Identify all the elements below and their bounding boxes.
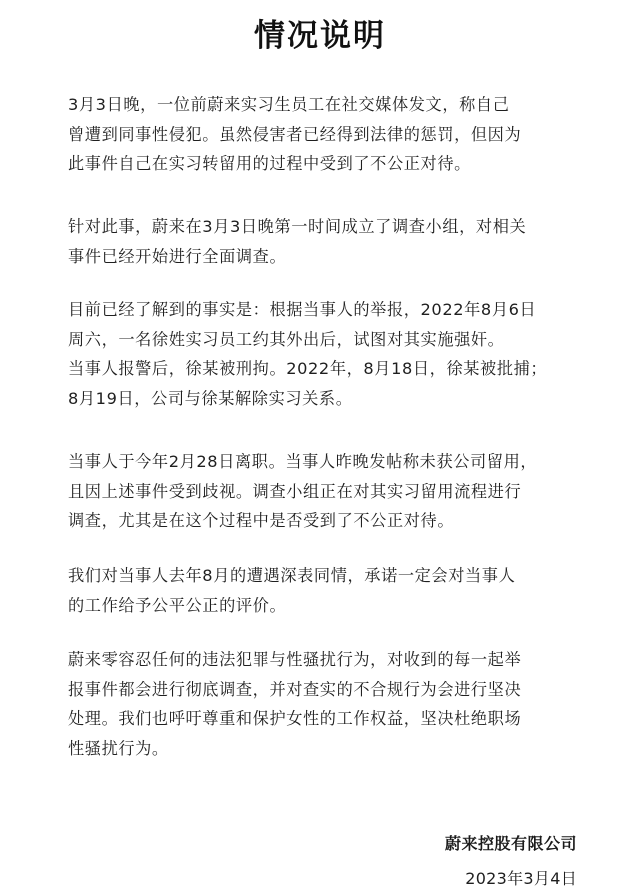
text-line: 我们对当事人去年8月的遭遇深表同情，承诺一定会对当事人 [68, 566, 516, 585]
text-line: 蔚来零容忍任何的违法犯罪与性骚扰行为，对收到的每一起举 [68, 650, 522, 669]
text-line: 且因上述事件受到歧视。调查小组正在对其实习留用流程进行 [68, 481, 522, 501]
paragraph-sympathy [68, 561, 584, 620]
document-date: 2023年3月4日 [465, 869, 577, 888]
company-signature: 蔚来控股有限公司 [444, 834, 577, 853]
text-line: 当事人报警后，徐某被刑拘。2022年，8月18日，徐某被批捕； [68, 359, 548, 378]
text-line: 事件已经开始进行全面调查。 [68, 246, 287, 266]
text-line: 周六，一名徐姓实习员工约其外出后，试图对其实施强奸。 [68, 329, 505, 349]
text-line: 8月19日，公司与徐某解除实习关系。 [68, 388, 353, 408]
paragraph-incident-report [68, 90, 584, 179]
text-line: 当事人于今年2月28日离职。当事人昨晚发帖称未获公司留用， [68, 452, 538, 471]
paragraph-investigation-launch [68, 212, 584, 271]
text-line: 曾遭到同事性侵犯。虽然侵害者已经得到法律的惩罚，但因为 [68, 124, 522, 144]
paragraph-resignation [68, 447, 584, 536]
text-line: 处理。我们也呼吁尊重和保护女性的工作权益，坚决杜绝职场 [68, 709, 522, 728]
document-title: 情况说明 [254, 18, 386, 54]
text-line: 调查，尤其是在这个过程中是否受到了不公正对待。 [68, 511, 455, 530]
paragraph-zero-tolerance [68, 645, 584, 763]
text-line: 3月3日晚，一位前蔚来实习生员工在社交媒体发文，称自己 [68, 95, 510, 114]
text-line: 针对此事，蔚来在3月3日晚第一时间成立了调查小组，对相关 [68, 217, 527, 236]
text-line: 的工作给予公平公正的评价。 [68, 595, 287, 615]
text-line: 目前已经了解到的事实是：根据当事人的举报，2022年8月6日 [68, 300, 537, 319]
paragraph-known-facts [68, 295, 584, 413]
text-line: 此事件自己在实习转留用的过程中受到了不公正对待。 [68, 154, 471, 173]
text-line: 报事件都会进行彻底调查，并对查实的不合规行为会进行坚决 [68, 679, 522, 699]
text-line: 性骚扰行为。 [68, 738, 169, 758]
